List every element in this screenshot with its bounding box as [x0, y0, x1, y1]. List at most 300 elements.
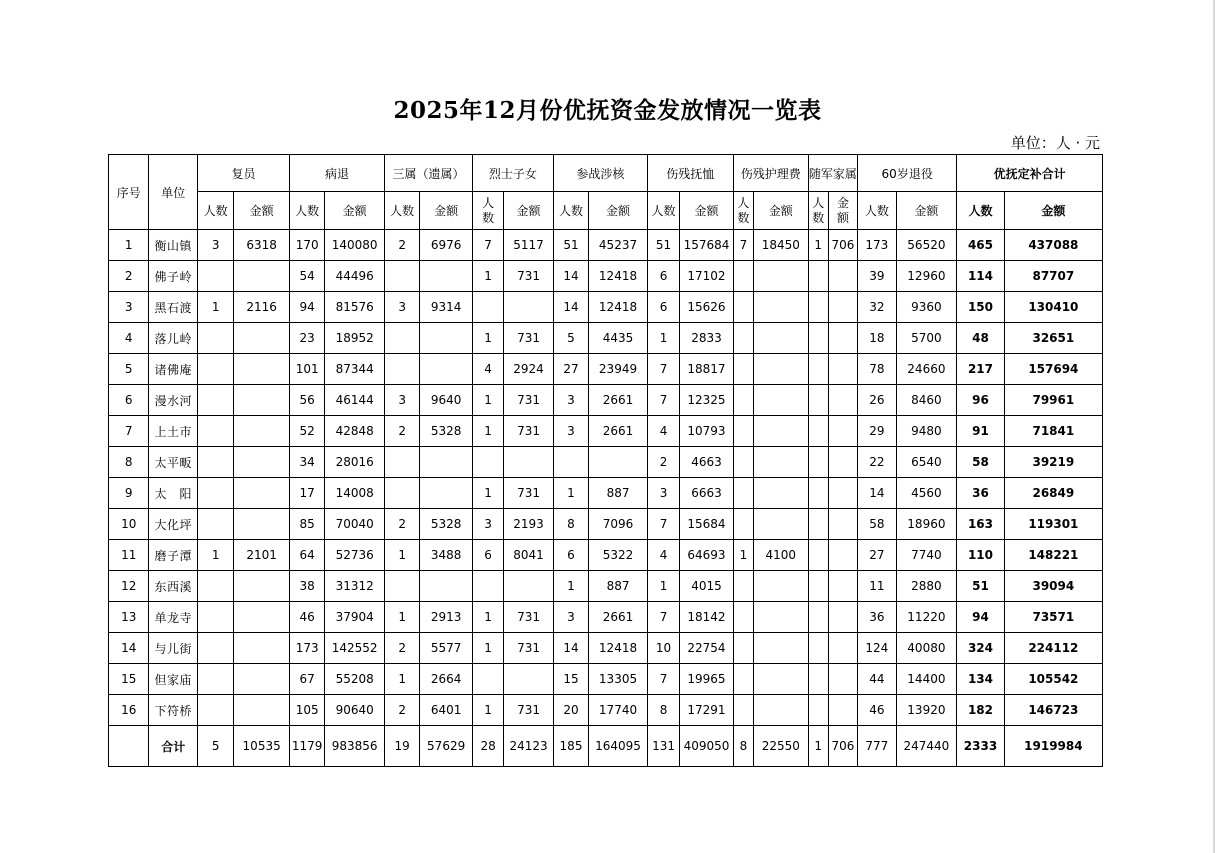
- table-cell: [828, 385, 857, 416]
- table-cell: [197, 323, 233, 354]
- table-cell: 7: [733, 230, 753, 261]
- table-cell: [197, 354, 233, 385]
- table-cell: [733, 695, 753, 726]
- unit-name-cell: 诸佛庵: [149, 354, 198, 385]
- table-cell: 1: [472, 261, 503, 292]
- table-cell: 51: [647, 230, 679, 261]
- unit-name-cell: 下符桥: [149, 695, 198, 726]
- table-cell: 18960: [896, 509, 957, 540]
- table-cell: 15: [553, 664, 588, 695]
- table-cell: 1179: [289, 726, 324, 767]
- table-cell: 1: [647, 323, 679, 354]
- unit-label: 单位：人 · 元: [1010, 134, 1100, 152]
- table-row: [109, 540, 1103, 571]
- total-cell: 134: [957, 664, 1005, 695]
- group-header-canzhan: 参战涉核: [553, 155, 647, 192]
- table-cell: 64: [289, 540, 324, 571]
- table-cell: [420, 447, 473, 478]
- table-cell: [828, 571, 857, 602]
- table-cell: [197, 602, 233, 633]
- table-cell: [234, 416, 290, 447]
- table-cell: [197, 478, 233, 509]
- table-cell: 20: [553, 695, 588, 726]
- sub-header-people: 人 数: [733, 192, 753, 230]
- unit-name-cell: 佛子岭: [149, 261, 198, 292]
- table-cell: 15684: [680, 509, 734, 540]
- table-cell: 7: [647, 385, 679, 416]
- sub-header-amount: 金额: [234, 192, 290, 230]
- table-cell: 2116: [234, 292, 290, 323]
- table-cell: 22: [858, 447, 896, 478]
- table-cell: 3: [384, 292, 419, 323]
- sub-header-amount: 金额: [504, 192, 554, 230]
- page-title: 2025年12月份优抚资金发放情况一览表: [393, 97, 822, 124]
- table-cell: [808, 354, 828, 385]
- table-cell: 1: [384, 602, 419, 633]
- sub-header-amount: 金额: [420, 192, 473, 230]
- total-cell: 148221: [1004, 540, 1102, 571]
- table-cell: 1: [472, 633, 503, 664]
- total-cell: 146723: [1004, 695, 1102, 726]
- table-cell: [828, 354, 857, 385]
- table-cell: 32: [858, 292, 896, 323]
- table-cell: [808, 602, 828, 633]
- table-cell: 2193: [504, 509, 554, 540]
- table-cell: [733, 354, 753, 385]
- table-row: [109, 416, 1103, 447]
- table-cell: [828, 323, 857, 354]
- table-cell: [733, 292, 753, 323]
- total-row: [109, 726, 1103, 767]
- header-seq: 序号: [109, 155, 149, 230]
- table-cell: 1: [197, 540, 233, 571]
- group-header-tuiyi: 60岁退役: [858, 155, 957, 192]
- table-cell: [733, 261, 753, 292]
- sub-header-amount: 金额: [896, 192, 957, 230]
- sub-header-people: 人数: [957, 192, 1005, 230]
- table-cell: 1: [647, 571, 679, 602]
- total-cell: 87707: [1004, 261, 1102, 292]
- table-cell: 731: [504, 261, 554, 292]
- total-cell: 224112: [1004, 633, 1102, 664]
- seq-cell: 12: [109, 571, 149, 602]
- table-cell: 46: [289, 602, 324, 633]
- table-cell: [384, 323, 419, 354]
- table-cell: 7740: [896, 540, 957, 571]
- table-cell: 70040: [325, 509, 385, 540]
- group-header-bingtui: 病退: [289, 155, 384, 192]
- table-cell: 5117: [504, 230, 554, 261]
- group-header-fuyuan: 复员: [197, 155, 289, 192]
- table-cell: [828, 292, 857, 323]
- table-cell: [828, 602, 857, 633]
- table-cell: 23949: [589, 354, 648, 385]
- total-cell: 94: [957, 602, 1005, 633]
- table-cell: 6976: [420, 230, 473, 261]
- unit-name-cell: 但家庙: [149, 664, 198, 695]
- unit-name-cell: 与儿街: [149, 633, 198, 664]
- table-cell: 29: [858, 416, 896, 447]
- table-cell: [754, 509, 809, 540]
- table-cell: 6: [647, 261, 679, 292]
- table-cell: 10535: [234, 726, 290, 767]
- table-cell: 24123: [504, 726, 554, 767]
- sub-header-amount: 金额: [1004, 192, 1102, 230]
- seq-cell: 16: [109, 695, 149, 726]
- table-cell: 7: [472, 230, 503, 261]
- table-cell: [808, 292, 828, 323]
- table-cell: [754, 478, 809, 509]
- table-cell: 34: [289, 447, 324, 478]
- total-cell: 73571: [1004, 602, 1102, 633]
- table-cell: [808, 416, 828, 447]
- table-cell: 706: [828, 726, 857, 767]
- table-cell: 4560: [896, 478, 957, 509]
- table-cell: 8460: [896, 385, 957, 416]
- total-cell: 96: [957, 385, 1005, 416]
- table-cell: 4100: [754, 540, 809, 571]
- table-row: [109, 261, 1103, 292]
- table-cell: [808, 447, 828, 478]
- table-cell: 6: [553, 540, 588, 571]
- table-cell: 4: [472, 354, 503, 385]
- table-cell: 4435: [589, 323, 648, 354]
- table-row: [109, 633, 1103, 664]
- table-cell: [197, 447, 233, 478]
- table-cell: 3: [553, 385, 588, 416]
- table-cell: 1: [472, 478, 503, 509]
- table-cell: [754, 261, 809, 292]
- table-cell: 101: [289, 354, 324, 385]
- table-cell: 185: [553, 726, 588, 767]
- table-cell: 57629: [420, 726, 473, 767]
- table-cell: 2101: [234, 540, 290, 571]
- table-cell: 887: [589, 571, 648, 602]
- total-cell: 91: [957, 416, 1005, 447]
- table-cell: [828, 447, 857, 478]
- table-cell: 19: [384, 726, 419, 767]
- sub-header-amount: 金额: [589, 192, 648, 230]
- table-cell: [234, 478, 290, 509]
- table-cell: [197, 385, 233, 416]
- table-cell: 15626: [680, 292, 734, 323]
- total-cell: 39094: [1004, 571, 1102, 602]
- table-cell: 18142: [680, 602, 734, 633]
- table-cell: 6: [472, 540, 503, 571]
- seq-cell: 15: [109, 664, 149, 695]
- table-cell: 8: [553, 509, 588, 540]
- table-cell: 10793: [680, 416, 734, 447]
- table-row: [109, 509, 1103, 540]
- table-cell: 3: [384, 385, 419, 416]
- unit-name-cell: 黑石渡: [149, 292, 198, 323]
- table-cell: 731: [504, 633, 554, 664]
- table-cell: [384, 447, 419, 478]
- table-cell: 4: [647, 540, 679, 571]
- table-cell: [733, 416, 753, 447]
- table-cell: 2: [647, 447, 679, 478]
- table-cell: 44: [858, 664, 896, 695]
- table-cell: 46144: [325, 385, 385, 416]
- table-cell: 9360: [896, 292, 957, 323]
- table-cell: 12418: [589, 261, 648, 292]
- seq-cell: 2: [109, 261, 149, 292]
- unit-name-cell: 大化坪: [149, 509, 198, 540]
- table-row: [109, 230, 1103, 261]
- table-cell: 52736: [325, 540, 385, 571]
- table-cell: [197, 695, 233, 726]
- table-cell: [234, 571, 290, 602]
- table-cell: 85: [289, 509, 324, 540]
- table-cell: 40080: [896, 633, 957, 664]
- group-header-huli: 伤残护理费: [733, 155, 808, 192]
- table-cell: [420, 323, 473, 354]
- total-cell: 114: [957, 261, 1005, 292]
- table-cell: 13920: [896, 695, 957, 726]
- total-cell: 130410: [1004, 292, 1102, 323]
- table-cell: 887: [589, 478, 648, 509]
- table-cell: 1: [472, 385, 503, 416]
- table-cell: 13305: [589, 664, 648, 695]
- table-cell: 1: [197, 292, 233, 323]
- table-cell: [828, 633, 857, 664]
- table-cell: 64693: [680, 540, 734, 571]
- table-cell: 51: [553, 230, 588, 261]
- table-cell: 22550: [754, 726, 809, 767]
- table-cell: [504, 447, 554, 478]
- table-cell: [234, 354, 290, 385]
- table-cell: 6663: [680, 478, 734, 509]
- table-cell: 3: [553, 416, 588, 447]
- total-cell: 437088: [1004, 230, 1102, 261]
- total-cell: 110: [957, 540, 1005, 571]
- table-cell: [197, 664, 233, 695]
- table-cell: 39: [858, 261, 896, 292]
- table-cell: 1: [472, 323, 503, 354]
- table-cell: 3488: [420, 540, 473, 571]
- table-cell: 11220: [896, 602, 957, 633]
- table-cell: [197, 633, 233, 664]
- table-cell: 7: [647, 354, 679, 385]
- table-cell: [754, 571, 809, 602]
- table-cell: 731: [504, 478, 554, 509]
- total-cell: 79961: [1004, 385, 1102, 416]
- table-cell: 1: [472, 416, 503, 447]
- header-unit: 单位: [149, 155, 198, 230]
- total-cell: 51: [957, 571, 1005, 602]
- sub-header-people: 人数: [647, 192, 679, 230]
- table-cell: 2: [384, 230, 419, 261]
- table-cell: 731: [504, 602, 554, 633]
- table-cell: [808, 695, 828, 726]
- table-row: [109, 695, 1103, 726]
- table-cell: 105: [289, 695, 324, 726]
- table-cell: [384, 261, 419, 292]
- table-cell: 5577: [420, 633, 473, 664]
- unit-name-cell: 落儿岭: [149, 323, 198, 354]
- table-cell: 1: [808, 230, 828, 261]
- unit-name-cell: 合计: [149, 726, 198, 767]
- sub-header-people: 人数: [553, 192, 588, 230]
- total-cell: 119301: [1004, 509, 1102, 540]
- table-cell: 78: [858, 354, 896, 385]
- table-cell: [234, 447, 290, 478]
- total-cell: 217: [957, 354, 1005, 385]
- table-cell: [234, 509, 290, 540]
- table-cell: [754, 664, 809, 695]
- table-cell: 7: [647, 509, 679, 540]
- table-cell: [733, 509, 753, 540]
- table-cell: 45237: [589, 230, 648, 261]
- table-cell: 14: [553, 261, 588, 292]
- table-cell: [384, 354, 419, 385]
- unit-name-cell: 单龙寺: [149, 602, 198, 633]
- table-cell: 6540: [896, 447, 957, 478]
- table-cell: [754, 323, 809, 354]
- table-cell: 5: [197, 726, 233, 767]
- table-cell: 1: [553, 478, 588, 509]
- table-cell: [420, 261, 473, 292]
- unit-name-cell: 太 阳: [149, 478, 198, 509]
- table-cell: [197, 261, 233, 292]
- table-cell: 18: [858, 323, 896, 354]
- unit-name-cell: 衡山镇: [149, 230, 198, 261]
- table-cell: 1: [384, 540, 419, 571]
- sub-header-people: 人数: [197, 192, 233, 230]
- table-cell: 8: [647, 695, 679, 726]
- seq-cell: 5: [109, 354, 149, 385]
- table-cell: 5328: [420, 509, 473, 540]
- total-cell: 58: [957, 447, 1005, 478]
- table-cell: 37904: [325, 602, 385, 633]
- table-cell: [589, 447, 648, 478]
- sub-header-people: 人数: [384, 192, 419, 230]
- table-cell: 731: [504, 695, 554, 726]
- group-header-sanshu: 三属（遗属）: [384, 155, 472, 192]
- unit-name-cell: 上土市: [149, 416, 198, 447]
- table-cell: [828, 416, 857, 447]
- table-cell: [234, 695, 290, 726]
- table-cell: 42848: [325, 416, 385, 447]
- table-cell: [733, 447, 753, 478]
- table-cell: [754, 447, 809, 478]
- table-cell: 2: [384, 633, 419, 664]
- table-cell: 26: [858, 385, 896, 416]
- table-cell: 6: [647, 292, 679, 323]
- total-cell: 1919984: [1004, 726, 1102, 767]
- seq-cell: 4: [109, 323, 149, 354]
- table-cell: 18817: [680, 354, 734, 385]
- table-cell: 58: [858, 509, 896, 540]
- table-cell: 18450: [754, 230, 809, 261]
- table-cell: 14: [858, 478, 896, 509]
- sub-header-people: 人数: [858, 192, 896, 230]
- table-cell: 409050: [680, 726, 734, 767]
- table-cell: [808, 323, 828, 354]
- table-cell: 9314: [420, 292, 473, 323]
- table-cell: 2924: [504, 354, 554, 385]
- table-cell: [808, 261, 828, 292]
- sub-header-people: 人 数: [472, 192, 503, 230]
- table-cell: 67: [289, 664, 324, 695]
- unit-name-cell: 磨子潭: [149, 540, 198, 571]
- table-cell: 17102: [680, 261, 734, 292]
- table-cell: 2661: [589, 602, 648, 633]
- table-row: [109, 292, 1103, 323]
- table-cell: 1: [733, 540, 753, 571]
- table-cell: 2913: [420, 602, 473, 633]
- table-cell: 124: [858, 633, 896, 664]
- table-cell: 6401: [420, 695, 473, 726]
- table-cell: [234, 323, 290, 354]
- table-cell: [754, 416, 809, 447]
- table-cell: 14400: [896, 664, 957, 695]
- table-cell: 36: [858, 602, 896, 633]
- sub-header-amount: 金 额: [828, 192, 857, 230]
- table-cell: [504, 571, 554, 602]
- unit-name-cell: 太平畈: [149, 447, 198, 478]
- table-cell: 706: [828, 230, 857, 261]
- table-cell: 731: [504, 416, 554, 447]
- table-cell: 2661: [589, 416, 648, 447]
- table-cell: 142552: [325, 633, 385, 664]
- table-cell: 157684: [680, 230, 734, 261]
- table-cell: 1: [553, 571, 588, 602]
- table-cell: [553, 447, 588, 478]
- table-cell: [733, 571, 753, 602]
- table-cell: 8041: [504, 540, 554, 571]
- total-cell: 157694: [1004, 354, 1102, 385]
- table-cell: 247440: [896, 726, 957, 767]
- table-cell: 17740: [589, 695, 648, 726]
- table-cell: 140080: [325, 230, 385, 261]
- total-cell: 465: [957, 230, 1005, 261]
- table-cell: [420, 354, 473, 385]
- table-cell: 173: [858, 230, 896, 261]
- table-cell: [420, 478, 473, 509]
- table-cell: [754, 695, 809, 726]
- table-cell: 164095: [589, 726, 648, 767]
- seq-cell: 3: [109, 292, 149, 323]
- table-cell: 173: [289, 633, 324, 664]
- table-cell: 9640: [420, 385, 473, 416]
- table-cell: 2833: [680, 323, 734, 354]
- seq-cell: 6: [109, 385, 149, 416]
- table-cell: 4015: [680, 571, 734, 602]
- table-cell: 14008: [325, 478, 385, 509]
- table-cell: [234, 633, 290, 664]
- table-cell: 27: [553, 354, 588, 385]
- seq-cell: 13: [109, 602, 149, 633]
- table-cell: 7: [647, 664, 679, 695]
- table-cell: [754, 385, 809, 416]
- seq-cell: 14: [109, 633, 149, 664]
- table-cell: 94: [289, 292, 324, 323]
- table-cell: 4: [647, 416, 679, 447]
- table-cell: [808, 540, 828, 571]
- table-cell: [733, 633, 753, 664]
- total-cell: 163: [957, 509, 1005, 540]
- table-cell: 3: [553, 602, 588, 633]
- sub-header-people: 人 数: [808, 192, 828, 230]
- table-cell: [733, 385, 753, 416]
- table-cell: [384, 478, 419, 509]
- table-cell: 27: [858, 540, 896, 571]
- table-cell: 56520: [896, 230, 957, 261]
- table-cell: 1: [808, 726, 828, 767]
- table-cell: 1: [472, 695, 503, 726]
- table-cell: 18952: [325, 323, 385, 354]
